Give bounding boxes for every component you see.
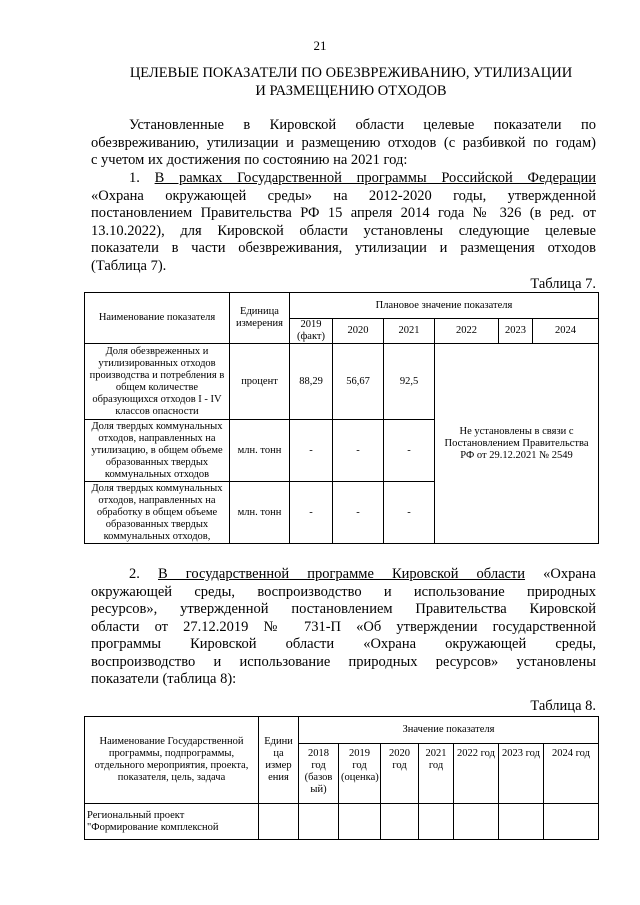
item1-line: «Охрана окружающей среды» на 2012-2020 годы, утвержденной <box>91 187 596 204</box>
table8-cell <box>499 804 544 840</box>
item2-paragraph <box>91 566 596 689</box>
table8-caption: Таблица 8. <box>530 698 596 714</box>
table8-header-unit: Едини ца измер ения <box>259 717 299 804</box>
table7-year-header: 2019 (факт) <box>290 319 333 344</box>
section-title-line1: ЦЕЛЕВЫЕ ПОКАЗАТЕЛИ ПО ОБЕЗВРЕЖИВАНИЮ, УТИЛИЗАЦИИ <box>129 65 573 81</box>
section-title-line2: И РАЗМЕЩЕНИЮ ОТХОДОВ <box>255 83 447 99</box>
table7-cell-unit: млн. тонн <box>230 482 290 544</box>
table7-year-header: 2024 <box>533 319 599 344</box>
table7-cell-value: - <box>333 482 384 544</box>
table7-note: Не установлены в связи с Постановлением Правительства РФ от 29.12.2021 № 2549 <box>435 344 599 544</box>
table-7 <box>84 292 599 544</box>
table7-cell-value: - <box>333 420 384 482</box>
table8-year-header: 2022 год <box>454 744 499 804</box>
table8-header-value: Значение показателя <box>299 717 599 744</box>
item2-line: программы Кировской области «Охрана окружающей среды, <box>91 636 596 652</box>
table7-header-unit: Единица измерения <box>230 293 290 344</box>
table7-cell-value: - <box>290 420 333 482</box>
table8-cell <box>299 804 339 840</box>
intro-paragraph <box>91 117 596 170</box>
table8-cell <box>259 804 299 840</box>
page-number: 21 <box>313 38 327 53</box>
item2-line: ресурсов», утвержденной постановлением Правительства Кировской <box>91 601 596 617</box>
table8-year-header: 2018 год (базов ый) <box>299 744 339 804</box>
intro-line: обезвреживанию, утилизации и размещению отходов (с разбивкой по годам) <box>91 134 596 151</box>
item1-number: 1. <box>129 170 155 186</box>
table8-year-header: 2020 год <box>381 744 419 804</box>
intro-line: Установленные в Кировской области целевые показатели по <box>129 117 596 133</box>
item1-line: показатели в части обезвреживания, утилизации и размещения отходов <box>91 240 596 256</box>
table7-header-name: Наименование показателя <box>85 293 230 344</box>
section-title <box>96 64 606 100</box>
table7-cell-value: - <box>384 420 435 482</box>
intro-line: с учетом их достижения по состоянию на 2021 год: <box>91 152 408 168</box>
item1-underlined-text: В рамках Государственной программы Российской Федерации <box>154 170 596 186</box>
table7-cell-name: Доля обезвреженных и утилизированных отходов производства и потребления в общем количестве образующихся отходов I - IV классов опасности <box>85 344 230 420</box>
item2-line1-rest: «Охрана <box>525 566 596 582</box>
item1-line: (Таблица 7). <box>91 257 167 274</box>
item1-line: 13.10.2022), для Кировской области установлены следующие целевые <box>91 222 596 239</box>
item2-line: окружающей среды, воспроизводство и использование природных <box>91 583 596 600</box>
table8-year-header: 2024 год <box>544 744 599 804</box>
table8-cell <box>454 804 499 840</box>
table7-header-plan: Плановое значение показателя <box>290 293 599 319</box>
table7-year-header: 2021 <box>384 319 435 344</box>
table7-caption: Таблица 7. <box>530 276 596 292</box>
table8-year-header: 2021 год <box>419 744 454 804</box>
item1-paragraph <box>91 170 596 275</box>
table7-cell-value: - <box>290 482 333 544</box>
table8-cell <box>339 804 381 840</box>
item1-line <box>91 170 596 188</box>
item2-line: области от 27.12.2019 № 731-П «Об утверждении государственной <box>91 618 596 635</box>
table8-cell <box>419 804 454 840</box>
table-row <box>85 804 599 840</box>
table8-cell-name: Региональный проект "Формирование комплексной <box>85 804 259 840</box>
table7-cell-value: - <box>384 482 435 544</box>
table8-cell <box>381 804 419 840</box>
item2-line <box>91 566 596 584</box>
table8-cell <box>544 804 599 840</box>
table-8 <box>84 716 599 840</box>
item2-line: воспроизводство и использование природных ресурсов» установлены <box>91 653 596 670</box>
table8-year-header: 2023 год <box>499 744 544 804</box>
table8-year-header: 2019 год (оценка) <box>339 744 381 804</box>
table8-header-name: Наименование Государственной программы, подпрограммы, отдельного мероприятия, проекта, показателя, цель, задача <box>85 717 259 804</box>
table7-cell-value: 88,29 <box>290 344 333 420</box>
table7-year-header: 2020 <box>333 319 384 344</box>
table7-cell-value: 56,67 <box>333 344 384 420</box>
table7-cell-name: Доля твердых коммунальных отходов, направленных на утилизацию, в общем объеме образованных твердых коммунальных отходов <box>85 420 230 482</box>
table7-cell-unit: млн. тонн <box>230 420 290 482</box>
item2-number: 2. <box>129 566 158 582</box>
table7-year-header: 2022 <box>435 319 499 344</box>
table7-cell-value: 92,5 <box>384 344 435 420</box>
item2-underlined-text: В государственной программе Кировской области <box>157 566 526 582</box>
item1-line: постановлением Правительства РФ 15 апреля 2014 года № 326 (в ред. от <box>91 205 596 221</box>
table7-year-header: 2023 <box>499 319 533 344</box>
item2-line: показатели (таблица 8): <box>91 671 237 687</box>
table-row <box>85 344 599 420</box>
table7-cell-name: Доля твердых коммунальных отходов, направленных на обработку в общем объеме образованных твердых коммунальных отходов, <box>85 482 230 544</box>
table7-cell-unit: процент <box>230 344 290 420</box>
